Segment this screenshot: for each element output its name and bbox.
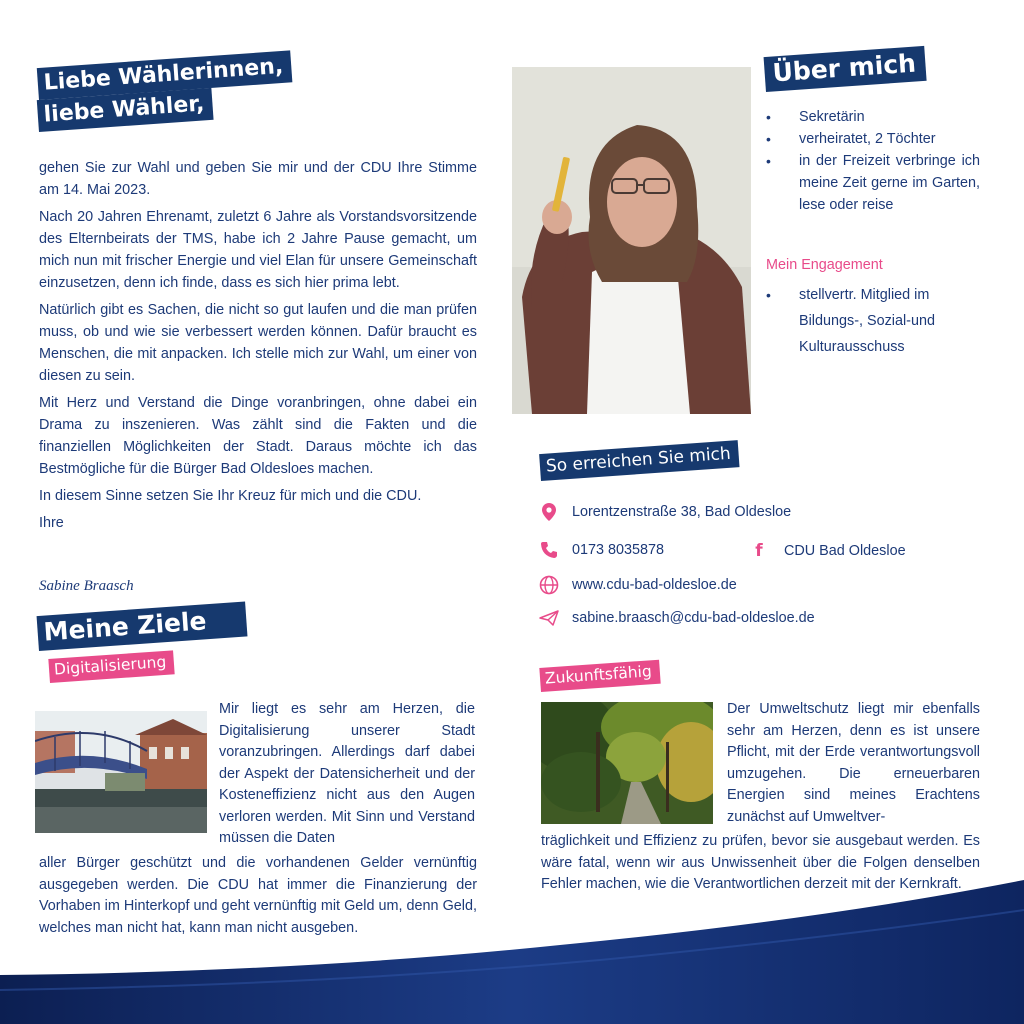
forest-photo: [541, 702, 713, 824]
list-item: • verheiratet, 2 Töchter: [766, 128, 980, 150]
digital-text-bottom: aller Bürger geschützt und die vorhandenen Gelder vernünftig ausgegeben werden. Die CDU hat immer die Finanzierung der Vorhaben im Hinterkopf und geht vernünftig mit Geld um, denn Geld, welches man nicht hat, kann man nicht ausgeben.: [39, 855, 477, 936]
engagement-list: [766, 282, 956, 360]
letter-paragraph: gehen Sie zur Wahl und geben Sie mir und der CDU Ihre Stimme am 14. Mai 2023.: [39, 160, 477, 198]
letter-closing: Ihre: [39, 515, 64, 531]
bridge-photo: [35, 711, 207, 833]
digital-text-top: Mir liegt es sehr am Herzen, die Digitalisierung unserer Stadt voranzubringen. Allerdings darf dabei der Aspekt der Datensicherheit und der Kosteneffizienz nicht aus den Augen verloren werden. Mit Sinn und Verstand müssen die Daten: [219, 701, 475, 846]
signature: Sabine Braasch: [39, 578, 134, 594]
letter-paragraph: In diesem Sinne setzen Sie Ihr Kreuz für mich und die CDU.: [39, 488, 422, 504]
future-text-top: Der Umweltschutz liegt mir ebenfalls sehr am Herzen, denn es ist unsere Pflicht, mit der Erde verantwortungsvoll umzugehen. Die erneuerbaren Energien sind meines Erachtens zunächst auf Umweltver-: [727, 701, 980, 825]
website-link[interactable]: www.cdu-bad-oldesloe.de: [572, 577, 737, 593]
engagement-title: Mein Engagement: [766, 257, 883, 273]
letter-body: [39, 157, 477, 539]
address-row: [538, 503, 791, 521]
address-text: Lorentzenstraße 38, Bad Oldesloe: [572, 504, 792, 520]
contact-title: So erreichen Sie mich: [539, 440, 739, 481]
about-list: [766, 106, 980, 216]
list-item: • in der Freizeit verbringe ich meine Zeit gerne im Garten, lese oder reise: [766, 150, 980, 216]
future-text-bottom: träglichkeit und Effizienz zu prüfen, bevor sie ausgebaut werden. Es wäre fatal, wenn wir aus Unwissenheit über die Folgen denselben Fehler machen, wie die Verantwortlichen derzeit mit der Kernkraft.: [541, 833, 980, 892]
greeting-line2: liebe Wähler,: [37, 88, 214, 132]
facebook-icon: f: [755, 541, 763, 561]
paper-plane-icon: [538, 610, 560, 626]
location-pin-icon: [538, 503, 560, 521]
phone-row[interactable]: [538, 541, 664, 559]
email-row[interactable]: [538, 610, 815, 626]
about-title: Über mich: [764, 46, 927, 92]
email-link[interactable]: sabine.braasch@cdu-bad-oldesloe.de: [572, 610, 815, 626]
facebook-row[interactable]: [752, 541, 906, 561]
letter-paragraph: Mit Herz und Verstand die Dinge voranbringen, ohne dabei ein Drama zu inszenieren. Was zählt sind die Fakten und die finanziellen Möglichkeiten der Stadt. Daraus möchte ich das Bestmögliche für die Bürger Bad Oldesloes machen.: [39, 395, 477, 477]
website-row[interactable]: [538, 575, 737, 595]
portrait-photo: [512, 67, 751, 414]
phone-text[interactable]: 0173 8035878: [572, 542, 665, 558]
bottom-wave-band: [0, 880, 1024, 1024]
goals-title: Meine Ziele: [37, 602, 248, 651]
facebook-text[interactable]: CDU Bad Oldesloe: [784, 543, 906, 559]
phone-icon: [538, 541, 560, 559]
portrait-illustration: [512, 67, 751, 414]
digital-label: Digitalisierung: [48, 650, 175, 683]
globe-icon: [538, 575, 560, 595]
greeting-line1: Liebe Wählerinnen,: [37, 50, 293, 100]
list-item: • Sekretärin: [766, 106, 980, 128]
letter-paragraph: Natürlich gibt es Sachen, die nicht so gut laufen und die man prüfen muss, ob und wie sie verbessert werden können. Dafür braucht es Menschen, die mit anpacken. Ich stelle mich zur Wahl, um einer von diesen zu sein.: [39, 302, 477, 384]
future-label: Zukunftsfähig: [539, 660, 660, 692]
list-item: • stellvertr. Mitglied im Bildungs-, Sozial-und Kulturausschuss: [766, 282, 956, 360]
letter-paragraph: Nach 20 Jahren Ehrenamt, zuletzt 6 Jahre als Vorstandsvorsitzende des Elternbeirats der TMS, habe ich 2 Jahre Pause gemacht, um mich nun mit frischer Energie und viel Elan für unsere Gemeinschaft einzusetzen, denn ich finde, dass es sich hier prima lebt.: [39, 209, 477, 291]
